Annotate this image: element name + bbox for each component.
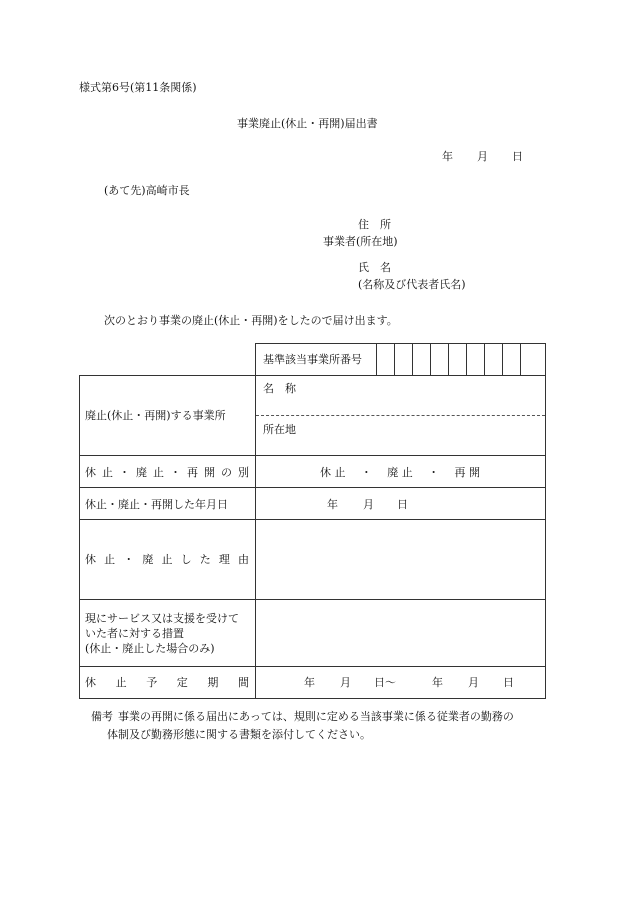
date-year: 年 bbox=[442, 150, 453, 163]
name-label: 氏 名 bbox=[358, 261, 391, 274]
office-number-box[interactable] bbox=[502, 343, 503, 375]
reason-label: 休 止 ・ 廃 止 し た 理 由 bbox=[85, 553, 249, 566]
period-end-month[interactable]: 月 bbox=[468, 676, 479, 689]
period-start-day[interactable]: 日～ bbox=[374, 676, 396, 689]
period-end-day[interactable]: 日 bbox=[503, 676, 514, 689]
date-value-year[interactable]: 年 bbox=[327, 498, 338, 511]
business-label: 事業者(所在地) bbox=[323, 235, 398, 248]
measures-label-line: いた者に対する措置 bbox=[85, 627, 184, 640]
measures-label-line: 現にサービス又は支援を受けて bbox=[85, 612, 239, 625]
office-name-label: 名 称 bbox=[263, 382, 296, 395]
address-label: 住 所 bbox=[358, 218, 391, 231]
intro-text: 次のとおり事業の廃止(休止・再開)をしたので届け出ます。 bbox=[104, 314, 398, 327]
office-number-box[interactable] bbox=[484, 343, 485, 375]
name-sublabel: (名称及び代表者氏名) bbox=[358, 278, 466, 291]
office-number-box[interactable] bbox=[448, 343, 449, 375]
note-line-1: 事業の再開に係る届出にあっては、規則に定める当該事業に係る従業者の勤務の bbox=[118, 710, 514, 723]
period-end-year[interactable]: 年 bbox=[432, 676, 443, 689]
office-number-box[interactable] bbox=[412, 343, 413, 375]
period-label: 休 止 予 定 期 間 bbox=[85, 676, 249, 689]
office-number-label: 基準該当事業所番号 bbox=[263, 353, 362, 366]
date-label: 休止・廃止・再開した年月日 bbox=[85, 498, 228, 511]
note-line-2: 体制及び勤務形態に関する書類を添付してください。 bbox=[107, 728, 371, 741]
form-id: 様式第6号(第11条関係) bbox=[79, 81, 197, 94]
office-label: 廃止(休止・再開)する事業所 bbox=[85, 409, 226, 422]
reason-field[interactable] bbox=[256, 520, 545, 599]
period-start-month[interactable]: 月 bbox=[340, 676, 351, 689]
type-options[interactable]: 休 止 ・ 廃 止 ・ 再 開 bbox=[320, 466, 480, 479]
office-number-box[interactable] bbox=[466, 343, 467, 375]
date-value-day[interactable]: 日 bbox=[397, 498, 408, 511]
office-number-box[interactable] bbox=[520, 343, 521, 375]
office-number-box[interactable] bbox=[430, 343, 431, 375]
note-label: 備考 bbox=[91, 710, 113, 723]
date-month: 月 bbox=[477, 150, 488, 163]
document-title: 事業廃止(休止・再開)届出書 bbox=[237, 117, 378, 130]
office-number-box[interactable] bbox=[394, 343, 395, 375]
notification-table bbox=[79, 343, 546, 699]
addressee: (あて先)高崎市長 bbox=[104, 184, 190, 197]
date-day: 日 bbox=[512, 150, 523, 163]
type-label: 休 止 ・ 廃 止 ・ 再 開 の 別 bbox=[85, 466, 249, 479]
office-location-label: 所在地 bbox=[263, 423, 296, 436]
period-start-year[interactable]: 年 bbox=[304, 676, 315, 689]
office-divider bbox=[256, 415, 545, 416]
date-value-month[interactable]: 月 bbox=[363, 498, 374, 511]
measures-label-line: (休止・廃止した場合のみ) bbox=[85, 642, 215, 655]
measures-field[interactable] bbox=[256, 600, 545, 666]
